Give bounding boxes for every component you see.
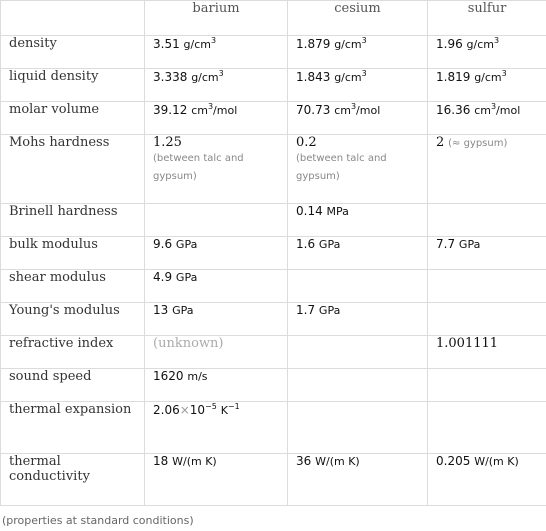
sound-cesium — [288, 369, 428, 402]
header-empty — [1, 1, 145, 36]
thermal-expansion-barium: $2.06\times 10^{-5}$ $K^{-1}$ — [145, 402, 288, 454]
molar-volume-sulfur: 16.36 $cm^3$/mol — [428, 102, 546, 135]
table-row — [1, 237, 546, 270]
row-label: liquid density — [1, 69, 145, 102]
young-sulfur — [428, 303, 546, 336]
liquid-density-cesium: 1.843 $g/cm^3$ — [288, 69, 428, 102]
refractive-cesium — [288, 336, 428, 369]
thermal-conductivity-sulfur: 0.205 W/(m K) — [428, 454, 546, 506]
table-row — [1, 69, 546, 102]
density-sulfur: 1.96 $g/cm^3$ — [428, 36, 546, 69]
molar-volume-barium: 39.12 $cm^3$/mol — [145, 102, 288, 135]
table-row — [1, 303, 546, 336]
liquid-density-barium: 3.338 $g/cm^3$ — [145, 69, 288, 102]
brinell-cesium: 0.14 MPa — [288, 204, 428, 237]
row-label: thermal conductivity — [1, 454, 145, 506]
mohs-sulfur: 2 (≈ gypsum) — [428, 135, 546, 204]
header-cesium: cesium — [288, 1, 428, 36]
refractive-barium: (unknown) — [145, 336, 288, 369]
thermal-conductivity-cesium: 36 W/(m K) — [288, 454, 428, 506]
header-sulfur: sulfur — [428, 1, 546, 36]
table-row — [1, 402, 546, 454]
row-label: density — [1, 36, 145, 69]
row-label: bulk modulus — [1, 237, 145, 270]
row-label: sound speed — [1, 369, 145, 402]
row-label: thermal expansion — [1, 402, 145, 454]
bulk-barium: 9.6 GPa — [145, 237, 288, 270]
sound-barium: 1620 m/s — [145, 369, 288, 402]
row-label: Young's modulus — [1, 303, 145, 336]
table-row — [1, 36, 546, 69]
density-cesium: 1.879 $g/cm^3$ — [288, 36, 428, 69]
bulk-sulfur: 7.7 GPa — [428, 237, 546, 270]
row-label: shear modulus — [1, 270, 145, 303]
refractive-sulfur: 1.001111 — [428, 336, 546, 369]
table-row — [1, 270, 546, 303]
mohs-barium: 1.25 (between talc and gypsum) — [145, 135, 288, 204]
table-row — [1, 102, 546, 135]
liquid-density-sulfur: 1.819 $g/cm^3$ — [428, 69, 546, 102]
row-label: Mohs hardness — [1, 135, 145, 204]
young-cesium: 1.7 GPa — [288, 303, 428, 336]
bulk-cesium: 1.6 GPa — [288, 237, 428, 270]
molar-volume-cesium: 70.73 $cm^3$/mol — [288, 102, 428, 135]
row-label: refractive index — [1, 336, 145, 369]
header-row — [1, 1, 546, 36]
sound-sulfur — [428, 369, 546, 402]
shear-sulfur — [428, 270, 546, 303]
table-row — [1, 454, 546, 506]
table-row — [1, 336, 546, 369]
shear-cesium — [288, 270, 428, 303]
brinell-sulfur — [428, 204, 546, 237]
young-barium: 13 GPa — [145, 303, 288, 336]
thermal-conductivity-barium: 18 W/(m K) — [145, 454, 288, 506]
mohs-cesium: 0.2 (between talc and gypsum) — [288, 135, 428, 204]
shear-barium: 4.9 GPa — [145, 270, 288, 303]
table-row — [1, 204, 546, 237]
table-row — [1, 369, 546, 402]
header-barium: barium — [145, 1, 288, 36]
footer-note: (properties at standard conditions) — [2, 514, 194, 527]
row-label: molar volume — [1, 102, 145, 135]
thermal-expansion-cesium — [288, 402, 428, 454]
brinell-barium — [145, 204, 288, 237]
thermal-expansion-sulfur — [428, 402, 546, 454]
row-label: Brinell hardness — [1, 204, 145, 237]
table-row — [1, 135, 546, 204]
density-barium: 3.51 $g/cm^3$ — [145, 36, 288, 69]
